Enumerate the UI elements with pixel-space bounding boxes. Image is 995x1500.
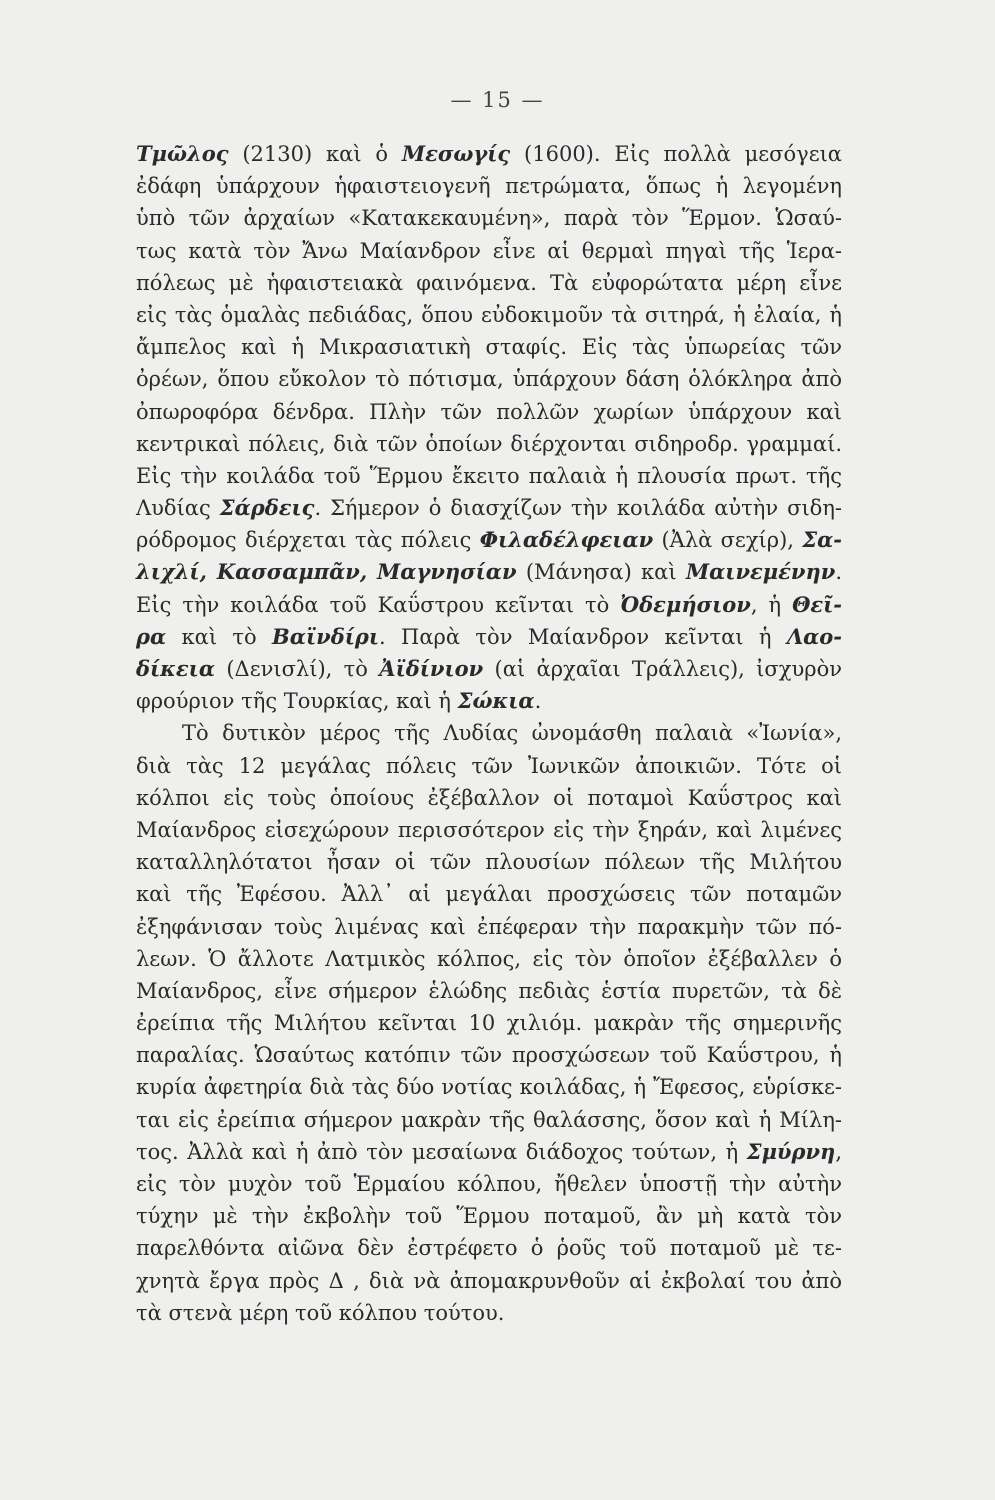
text-run: καταλληλότατοι ἦσαν οἱ τῶν πλουσίων πόλεων τῆς Μιλήτου [136,850,842,875]
place-name: Φιλαδέλφειαν [479,527,654,553]
text-run: (Δενισλί), τὸ [215,657,380,681]
place-name: Σώκια [457,688,535,714]
text-run: Μαίανδρος εἰσεχώρουν περισσότερον εἰς τὴν ξηράν, καὶ λιμένες [136,817,842,842]
text-run: ἐδάφη ὑπάρχουν ἡφαιστειογενῆ πετρώματα, ὅπως ἡ λεγομένη [136,174,842,199]
place-name: Σμύρνη [746,1138,836,1164]
text-line [136,1007,842,1039]
page-number: — 15 — [450,88,545,112]
text-run: , [835,1139,842,1164]
place-name: Σα- [802,527,842,553]
text-run: Τὸ δυτικὸν μέρος τῆς Λυδίας ὠνομάσθη παλαιὰ «Ἰωνία», [182,721,842,746]
place-name: Θεῖ- [792,591,842,617]
place-name: ρα [136,623,167,649]
text-line [136,492,842,524]
text-run: τος. Ἀλλὰ καὶ ἡ ἀπὸ τὸν μεσαίωνα διάδοχος τούτων, ἡ [136,1139,747,1164]
text-run: παρελθόντα αἰῶνα δὲν ἐστρέφετο ὁ ῥοῦς τοῦ ποταμοῦ μὲ τε- [136,1236,842,1261]
text-run: λεων. Ὁ ἄλλοτε Λατμικὸς κόλπος, εἰς τὸν ὁποῖον ἐξέβαλλεν ὁ [136,946,842,971]
text-line [136,1168,842,1200]
text-line [136,524,842,556]
text-line [136,653,842,685]
text-run: (Μάνησα) καὶ [516,560,686,585]
text-line [136,460,842,492]
text-line [136,846,842,878]
text-line [136,717,842,749]
text-run: (αἱ ἀρχαῖαι Τράλλεις), ἰσχυρὸν [483,657,842,681]
text-run: εἰς τὰς ὁμαλὰς πεδιάδας, ὅπου εὐδοκιμοῦν τὰ σιτηρά, ἡ ἐλαία, ἡ [136,302,842,327]
text-run: τὰ στενὰ μέρη τοῦ κόλπου τούτου. [136,1300,505,1325]
text-line [136,267,842,299]
text-run: ἐρείπια τῆς Μιλήτου κεῖνται 10 χιλιόμ. μακρὰν τῆς σημερινῆς [136,1011,842,1036]
text-line [136,428,842,460]
text-run: τύχην μὲ τὴν ἐκβολὴν τοῦ Ἕρμου ποταμοῦ, ἂν μὴ κατὰ τὸν [136,1204,842,1229]
text-run: Εἰς τὴν κοιλάδα τοῦ Καΰστρου κεῖνται τὸ [136,592,621,617]
text-run: . Παρὰ τὸν Μαίανδρον κεῖνται ἡ [379,624,787,649]
text-run: κόλποι εἰς τοὺς ὁποίους ἐξέβαλλον οἱ ποταμοὶ Καΰστρος καὶ [136,785,842,810]
text-run: χνητὰ ἔργα πρὸς Δ , διὰ νὰ ἀπομακρυνθοῦν αἱ ἐκβολαί του ἀπὸ [136,1268,842,1293]
text-run: Μαίανδρος, εἶνε σήμερον ἑλώδης πεδιὰς ἑστία πυρετῶν, τὰ δὲ [136,978,842,1003]
text-line [136,685,842,717]
text-line [136,138,842,170]
text-line [136,363,842,395]
text-line [136,1265,842,1297]
place-name: δίκεια [136,656,215,681]
place-name: Ἀϊδίνιον [379,656,484,681]
text-run: καὶ τὸ [166,624,273,649]
text-line [136,1136,842,1168]
text-line [136,1232,842,1264]
text-run: (Ἀλὰ σεχίρ), [653,528,803,553]
text-run: παραλίας. Ὡσαύτως κατόπιν τῶν προσχώσεων τοῦ Καΰστρου, ἡ [136,1043,842,1068]
text-run: τως κατὰ τὸν Ἄνω Μαίανδρον εἶνε αἱ θερμαὶ πηγαὶ τῆς Ἱερα- [136,238,842,263]
text-run: ται εἰς ἐρείπια σήμερον μακρὰν τῆς θαλάσσης, ὅσον καὶ ἡ Μίλη- [136,1107,842,1132]
text-line [136,911,842,943]
place-name: Τμῶλος [136,141,229,166]
text-line [136,975,842,1007]
place-name: Ὀδεμήσιον [620,591,751,617]
place-name: Μαινεμένην [685,559,836,585]
text-line [136,1200,842,1232]
text-run: Λυδίας [136,496,220,521]
text-run: κυρία ἀφετηρία διὰ τὰς δύο νοτίας κοιλάδας, ἡ Ἔφεσος, εὑρίσκε- [136,1075,842,1100]
text-run: ὑπὸ τῶν ἀρχαίων «Κατακεκαυμένη», παρὰ τὸν Ἕρμον. Ὡσαύ- [136,206,842,231]
text-run: ὀρέων, ὅπου εὔκολον τὸ πότισμα, ὑπάρχουν δάση ὁλόκληρα ἀπὸ [136,367,842,392]
text-run: κεντρικαὶ πόλεις, διὰ τῶν ὁποίων διέρχονται σιδηροδρ. γραμμαί. [136,431,842,456]
text-line [136,782,842,814]
text-run: πόλεως μὲ ἡφαιστειακὰ φαινόμενα. Τὰ εὐφορώτατα μέρη εἶνε [136,270,842,295]
text-line [136,943,842,975]
text-run: εἰς τὸν μυχὸν τοῦ Ἑρμαίου κόλπου, ἤθελεν ὑποστῇ τὴν αὐτὴν [136,1172,842,1196]
body-text [136,138,842,1329]
place-name: λιχλί, Κασσαμπᾶν, Μαγνησίαν [136,559,517,585]
text-run: . Σήμερον ὁ διασχίζων τὴν κοιλάδα αὐτὴν σιδη- [314,496,842,521]
text-run: (2130) καὶ ὁ [228,142,402,166]
text-run: . [835,560,843,585]
place-name: Βαϊνδίρι [272,623,379,649]
text-run: ἄμπελος καὶ ἡ Μικρασιατικὴ σταφίς. Εἰς τὰς ὑπωρείας τῶν [136,335,842,360]
text-line [136,1071,842,1103]
text-line [136,750,842,782]
text-run: Εἰς τὴν κοιλάδα τοῦ Ἕρμου ἔκειτο παλαιὰ ἡ πλουσία πρωτ. τῆς [136,463,842,488]
text-run: ρόδρομος διέρχεται τὰς πόλεις [136,528,480,553]
text-run: (1600). Εἰς πολλὰ μεσόγεια [510,142,842,166]
text-line [136,1039,842,1071]
text-run: διὰ τὰς 12 μεγάλας πόλεις τῶν Ἰωνικῶν ἀποικιῶν. Τότε οἱ [136,753,842,778]
text-run: ὀπωροφόρα δένδρα. Πλὴν τῶν πολλῶν χωρίων ὑπάρχουν καὶ [136,399,842,424]
text-line [136,878,842,910]
text-line [136,1297,842,1329]
text-line [136,331,842,363]
text-line [136,170,842,202]
text-line [136,396,842,428]
text-line [136,235,842,267]
place-name: Λαο- [786,623,842,649]
place-name: Σάρδεις [219,495,315,521]
text-line [136,621,842,653]
place-name: Μεσωγίς [401,141,511,166]
text-run: φρούριον τῆς Τουρκίας, καὶ ἡ [136,689,458,714]
text-run: ἐξηφάνισαν τοὺς λιμένας καὶ ἐπέφεραν τὴν παρακμὴν τῶν πό- [136,914,842,939]
text-line [136,299,842,331]
text-run: , ἡ [750,592,793,617]
text-line [136,814,842,846]
text-line [136,202,842,234]
text-run: . [534,689,542,714]
text-line [136,589,842,621]
text-run: καὶ τῆς Ἐφέσου. Ἀλλ᾽ αἱ μεγάλαι προσχώσεις τῶν ποταμῶν [136,882,842,907]
text-line [136,1104,842,1136]
text-line [136,556,842,588]
